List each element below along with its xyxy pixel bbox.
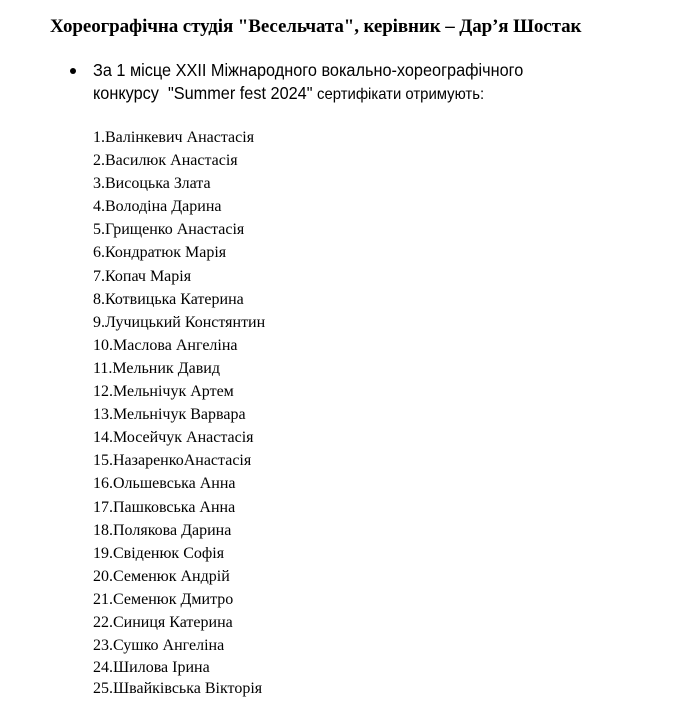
bullet-icon [70, 68, 76, 74]
list-item: 2.Василюк Анастасія [93, 152, 238, 170]
list-item: 6.Кондратюк Марія [93, 244, 227, 262]
list-item: 18.Полякова Дарина [93, 521, 232, 539]
list-item: 3.Висоцька Злата [93, 175, 211, 193]
list-item: 19.Свіденюк Софія [93, 544, 225, 562]
list-item: 5.Грищенко Анастасія [93, 221, 245, 239]
list-item: 15.НазаренкоАнастасія [93, 452, 252, 470]
list-item: 17.Пашковська Анна [93, 498, 236, 516]
list-item: 9.Лучицький Констянтин [93, 313, 266, 331]
intro-line-2-small: сертифікати отримують: [317, 86, 485, 103]
list-item: 8.Котвицька Катерина [93, 290, 244, 308]
list-item: 4.Володіна Дарина [93, 198, 222, 216]
list-item: 12.Мельнічук Артем [93, 383, 234, 401]
list-item: 13.Мельнічук Варвара [93, 406, 246, 424]
list-item: 25.Швайківська Вікторія [93, 680, 263, 698]
list-item: 14.Мосейчук Анастасія [93, 429, 254, 447]
list-item: 22.Синиця Катерина [93, 613, 233, 631]
list-item: 7.Копач Марія [93, 267, 192, 285]
list-item: 11.Мельник Давид [93, 359, 220, 377]
list-item: 20.Семенюк Андрій [93, 567, 230, 585]
intro-line-2-main: конкурсу "Summer fest 2024" [93, 83, 318, 103]
list-item: 24.Шилова Ірина [93, 659, 210, 677]
list-item: 16.Ольшевська Анна [93, 475, 236, 493]
list-item: 1.Валінкевич Анастасія [93, 129, 255, 146]
participants-list [93, 126, 265, 699]
intro-line-2 [93, 82, 523, 106]
award-intro [93, 59, 523, 106]
list-item: 23.Сушко Ангеліна [93, 637, 225, 655]
document-heading: Хореографічна студія "Весельчата", керівник – Дар’я Шостак [50, 16, 582, 37]
intro-line-1: За 1 місце XXII Міжнародного вокально-хореографічного [93, 60, 524, 80]
list-item: 21.Семенюк Дмитро [93, 590, 234, 608]
list-item: 10.Маслова Ангеліна [93, 336, 238, 354]
